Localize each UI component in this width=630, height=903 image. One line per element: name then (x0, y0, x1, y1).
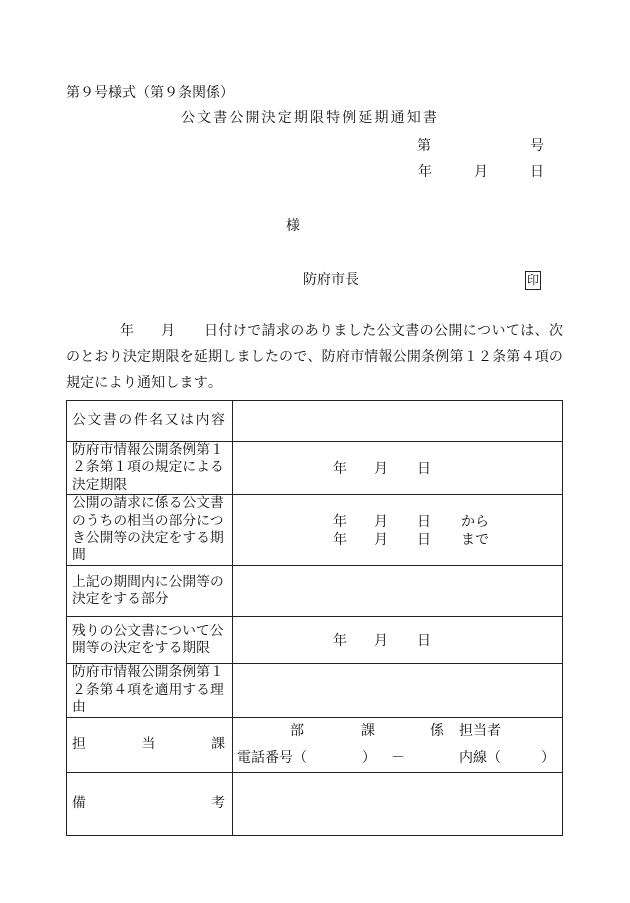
date-year: 年 (333, 461, 347, 477)
to-date-day: 日 (417, 532, 431, 548)
phone-label: 電話番号（ (237, 750, 307, 766)
label-line: のうちの相当の部分につ (72, 512, 224, 529)
section-label: 課 (361, 723, 375, 739)
glyph: 容 (211, 412, 225, 429)
glyph: 次 (549, 323, 563, 339)
label-line: き公開等の決定をする期 (72, 530, 224, 546)
issue-date-year: 年 (418, 164, 432, 180)
label-line: 防府市情報公開条例第１ (72, 664, 224, 681)
glyph: た (264, 349, 279, 365)
glyph: 、 (534, 323, 549, 339)
glyph: 考 (211, 795, 225, 812)
glyph: り (319, 323, 333, 339)
glyph: 公 (376, 323, 391, 339)
date-month: 月 (374, 461, 388, 477)
to-suffix: まで (461, 532, 489, 548)
glyph: の (279, 349, 294, 365)
glyph: 開 (448, 323, 463, 339)
glyph: の (118, 412, 133, 429)
glyph: い (491, 323, 506, 339)
glyph: 限 (310, 110, 324, 126)
label-line: 間 (72, 547, 86, 564)
contact-label (72, 736, 225, 753)
glyph: ま (236, 349, 251, 365)
document-title (181, 109, 437, 127)
glyph: 延 (358, 110, 373, 126)
original-deadline-label-cell (67, 442, 233, 494)
glyph: に (94, 375, 109, 391)
label-line: 由 (72, 699, 86, 716)
glyph: 書 (102, 412, 117, 429)
from-suffix: から (461, 514, 489, 530)
glyph: 項 (534, 349, 549, 365)
table-row-remaining-deadline (67, 617, 562, 664)
glyph: 府 (335, 349, 350, 365)
partial-period-value-cell (233, 495, 562, 565)
glyph: 公 (181, 110, 195, 126)
table-row-partial-portion (67, 566, 562, 617)
glyph: て (505, 323, 520, 339)
glyph: 公 (392, 349, 407, 365)
date-day: 日 (417, 461, 431, 477)
glyph: 市 (350, 349, 365, 365)
glyph: し (165, 375, 180, 391)
glyph: 内 (195, 412, 210, 429)
label-line: ２条第４項を適用する理 (72, 681, 224, 698)
glyph: 公 (229, 110, 244, 126)
label-line: 決定期限 (72, 476, 128, 493)
partial-period-label-cell (67, 495, 233, 565)
label-line: 上記の期間内に公開等の (72, 573, 224, 590)
glyph: 課 (211, 736, 225, 753)
department-label: 部 (290, 723, 304, 739)
table-row-partial-decision-period (67, 495, 562, 566)
issue-date-day: 日 (530, 164, 544, 180)
glyph: り (108, 349, 123, 365)
glyph: 文 (390, 323, 405, 339)
body-line-1 (204, 322, 563, 340)
glyph: 公 (434, 323, 448, 339)
glyph: の (548, 349, 563, 365)
partial-portion-value-cell (233, 566, 562, 616)
glyph: 規 (66, 375, 80, 391)
details-table (66, 400, 563, 836)
glyph: 請 (261, 323, 276, 339)
glyph: 定 (80, 375, 95, 391)
glyph: 、 (307, 349, 322, 365)
glyph: の (419, 323, 434, 339)
remaining-deadline-value-cell (233, 617, 562, 663)
glyph: 防 (321, 349, 336, 365)
glyph: 開 (406, 349, 421, 365)
table-row-remarks (67, 773, 562, 835)
glyph: 公 (72, 412, 86, 429)
label-line: 公開の請求に係る公文書 (72, 495, 224, 512)
sender-name: 防府市長 (303, 272, 359, 288)
doc-number-suffix: 号 (530, 138, 544, 154)
from-date-day: 日 (417, 514, 431, 530)
glyph: 第 (449, 349, 464, 365)
label-line: 決定をする部分 (72, 591, 169, 607)
glyph: 開 (245, 110, 260, 126)
glyph: 限 (165, 349, 180, 365)
label-line: 残りの公文書について公 (72, 622, 224, 639)
from-date-month: 月 (374, 514, 388, 530)
glyph: 求 (275, 323, 290, 339)
remarks-label (72, 795, 225, 812)
glyph: し (347, 323, 362, 339)
glyph: 通 (136, 375, 151, 391)
glyph: 条 (421, 349, 436, 365)
glyph: つ (477, 323, 492, 339)
glyph: で (247, 323, 262, 339)
glyph: は (520, 323, 535, 339)
glyph: 知 (151, 375, 166, 391)
table-row-contact (67, 718, 562, 773)
reason-value-cell (233, 664, 562, 717)
glyph: 定 (137, 349, 152, 365)
subject-label (72, 412, 225, 429)
glyph: し (250, 349, 265, 365)
extension-close-paren: ） (541, 750, 555, 766)
glyph: 書 (213, 110, 228, 126)
remarks-value-cell (233, 773, 562, 835)
glyph: 報 (378, 349, 393, 365)
recipient-honorific: 様 (286, 218, 300, 234)
glyph: １ (463, 349, 478, 365)
glyph: で (293, 349, 308, 365)
glyph: お (94, 349, 109, 365)
glyph: 当 (141, 736, 156, 753)
glyph: 文 (87, 412, 102, 429)
date-day: 日 (417, 633, 431, 649)
glyph: の (66, 349, 80, 365)
glyph: あ (304, 323, 319, 339)
label-line: 開等の決定をする期限 (72, 640, 210, 656)
request-date-year: 年 (120, 323, 134, 339)
phone-close-paren: ） (362, 750, 376, 766)
table-row-subject (67, 401, 562, 442)
remarks-label-cell (67, 773, 233, 835)
glyph: 例 (342, 110, 357, 126)
glyph: は (180, 412, 194, 429)
to-date-year: 年 (333, 532, 347, 548)
glyph: 延 (193, 349, 208, 365)
glyph: に (462, 323, 477, 339)
glyph: り (122, 375, 137, 391)
remaining-deadline-label-cell (67, 617, 233, 663)
date-month: 月 (374, 633, 388, 649)
subject-label-cell (67, 401, 233, 441)
glyph: 備 (72, 795, 86, 812)
glyph: 期 (208, 349, 223, 365)
table-row-original-deadline (67, 442, 562, 495)
glyph: け (232, 323, 247, 339)
from-date-year: 年 (333, 514, 347, 530)
phone-dash: － (391, 750, 405, 766)
reason-label-cell (67, 664, 233, 717)
glyph: 条 (492, 349, 507, 365)
glyph: 例 (435, 349, 450, 365)
glyph: 知 (406, 110, 421, 126)
glyph: 文 (197, 110, 212, 126)
glyph: 特 (326, 110, 341, 126)
partial-portion-label-cell (67, 566, 233, 616)
glyph: 付 (218, 323, 233, 339)
glyph: 定 (277, 110, 292, 126)
glyph: 日 (204, 323, 218, 339)
glyph: と (80, 349, 95, 365)
subject-value-cell (233, 401, 562, 441)
glyph: の (290, 323, 305, 339)
glyph: 書 (422, 110, 437, 126)
request-date-month: 月 (161, 323, 175, 339)
seal-stamp-box: 印 (525, 271, 541, 290)
original-deadline-value-cell (233, 442, 562, 494)
glyph: 第 (506, 349, 521, 365)
extension-label: 内線（ (459, 750, 501, 766)
glyph: 決 (122, 349, 137, 365)
glyph: 件 (133, 412, 148, 429)
glyph: ４ (520, 349, 535, 365)
contact-label-cell (67, 718, 233, 772)
glyph: 名 (149, 412, 164, 429)
subsection-label: 係 (430, 723, 444, 739)
glyph: 通 (390, 110, 405, 126)
glyph: ２ (477, 349, 492, 365)
label-line: ２条第１項の規定による (72, 459, 224, 476)
glyph: 又 (164, 412, 179, 429)
to-date-month: 月 (374, 532, 388, 548)
glyph: す (193, 375, 208, 391)
glyph: 書 (405, 323, 420, 339)
date-year: 年 (333, 633, 347, 649)
issue-date-month: 月 (474, 164, 488, 180)
glyph: よ (108, 375, 123, 391)
doc-number-prefix: 第 (417, 138, 431, 154)
glyph: 期 (151, 349, 166, 365)
form-number: 第９号様式（第９条関係） (66, 85, 234, 101)
glyph: 期 (374, 110, 389, 126)
body-line-3 (66, 374, 222, 392)
glyph: し (222, 349, 237, 365)
table-row-reason (67, 664, 562, 718)
staff-label: 担当者 (459, 723, 501, 739)
glyph: 決 (261, 110, 276, 126)
glyph: 。 (207, 375, 222, 391)
glyph: を (179, 349, 194, 365)
glyph: 担 (72, 736, 86, 753)
glyph: ま (179, 375, 194, 391)
body-line-2 (66, 348, 563, 366)
glyph: 期 (293, 110, 308, 126)
contact-value-cell (233, 718, 562, 772)
glyph: 情 (364, 349, 379, 365)
glyph: ま (333, 323, 348, 339)
label-line: 防府市情報公開条例第１ (72, 441, 224, 458)
glyph: た (362, 323, 377, 339)
